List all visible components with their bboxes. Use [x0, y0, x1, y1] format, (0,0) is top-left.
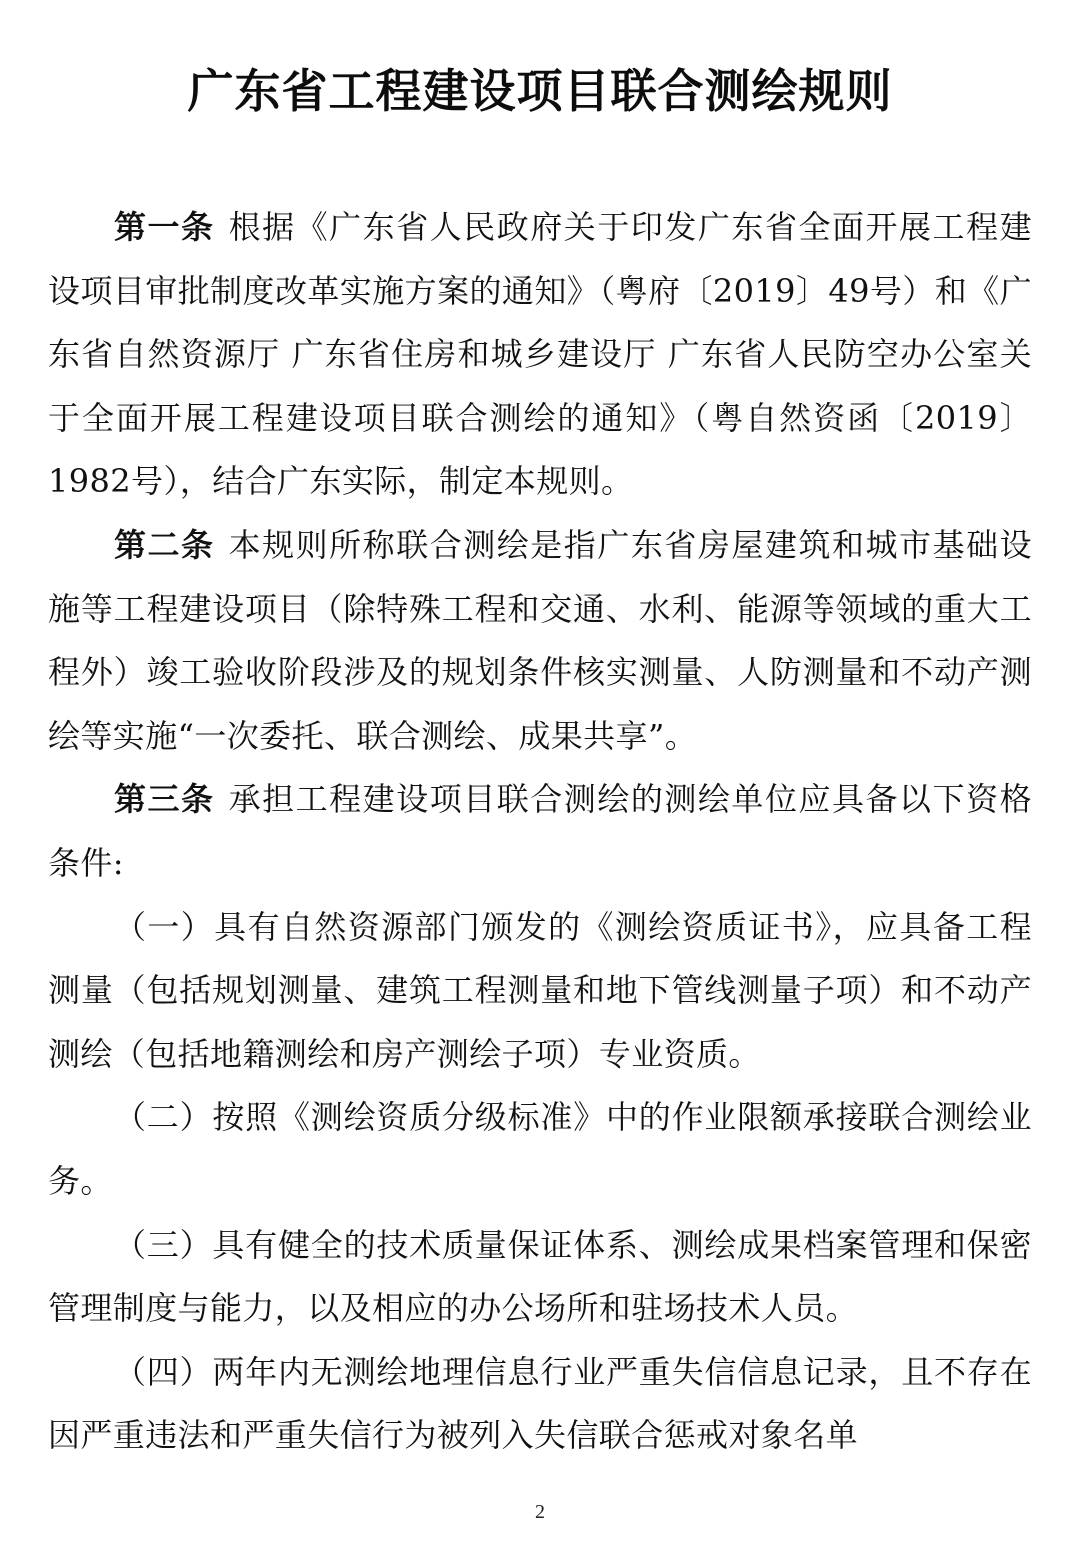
- article-1-text: 根据《广东省人民政府关于印发广东省全面开展工程建设项目审批制度改革实施方案的通知》（粤府〔2019〕49号）和《广东省自然资源厅 广东省住房和城乡建设厅 广东省人民防空办公室关于全面开展工程建设项目联合测绘的通知》（粤自然资函〔2019〕1982号），结合广东实际，制定本规则。: [48, 208, 1032, 501]
- article-3-label: 第三条: [114, 780, 215, 819]
- article-3-text: 承担工程建设项目联合测绘的测绘单位应具备以下资格条件:: [48, 780, 1032, 882]
- condition-3-paragraph: （三）具有健全的技术质量保证体系、测绘成果档案管理和保密管理制度与能力，以及相应的办公场所和驻场技术人员。: [48, 1225, 1032, 1328]
- article-2-paragraph: [48, 514, 1032, 768]
- article-2-label: 第二条: [114, 525, 215, 564]
- page-number: 2: [535, 1501, 545, 1523]
- article-1-paragraph: [48, 196, 1032, 514]
- document-title: 广东省工程建设项目联合测绘规则: [187, 64, 893, 118]
- article-2-text: 本规则所称联合测绘是指广东省房屋建筑和城市基础设施等工程建设项目（除特殊工程和交通、水利、能源等领域的重大工程外）竣工验收阶段涉及的规划条件核实测量、人防测量和不动产测绘等实施“一次委托、联合测绘、成果共享”。: [48, 525, 1032, 755]
- document-body: [48, 196, 1032, 1468]
- condition-1-paragraph: （一）具有自然资源部门颁发的《测绘资质证书》，应具备工程测量（包括规划测量、建筑工程测量和地下管线测量子项）和不动产测绘（包括地籍测绘和房产测绘子项）专业资质。: [48, 907, 1032, 1073]
- article-1-label: 第一条: [114, 208, 215, 246]
- condition-4-paragraph: （四）两年内无测绘地理信息行业严重失信信息记录，且不存在因严重违法和严重失信行为被列入失信联合惩戒对象名单: [48, 1352, 1032, 1455]
- article-3-paragraph: [48, 768, 1032, 895]
- condition-2-paragraph: （二）按照《测绘资质分级标准》中的作业限额承接联合测绘业务。: [48, 1098, 1032, 1200]
